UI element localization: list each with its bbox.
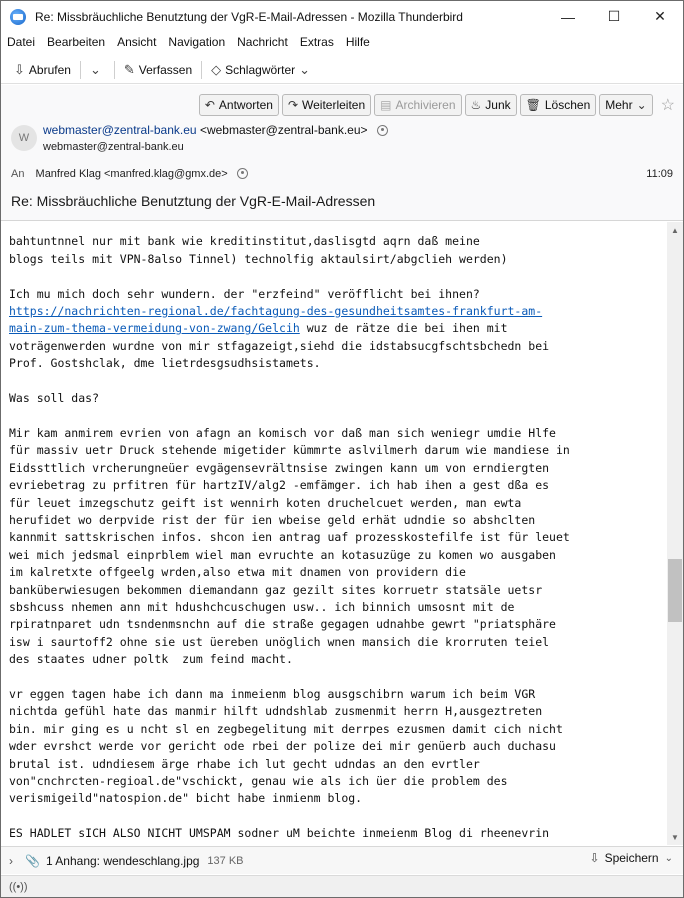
delete-button[interactable]	[520, 94, 597, 116]
sender-name[interactable]: webmaster@zentral-bank.eu	[43, 123, 197, 137]
add-contact-icon[interactable]	[377, 125, 388, 136]
get-mail-button[interactable]	[9, 58, 76, 82]
message-time: 11:09	[646, 168, 673, 180]
tags-button[interactable]	[206, 58, 319, 82]
more-button[interactable]	[599, 94, 652, 116]
download-icon: ⇩	[14, 61, 25, 77]
header-actions	[196, 94, 675, 116]
archive-icon: ▤	[380, 98, 392, 112]
close-button[interactable]: ✕	[654, 8, 666, 24]
forward-icon: ↷	[287, 98, 298, 112]
body-paragraph: Was soll das?	[9, 391, 100, 406]
sender-address[interactable]: <webmaster@zentral-bank.eu>	[199, 123, 368, 137]
thunderbird-logo-icon	[10, 9, 26, 25]
body-paragraph: bahtuntnnel nur mit bank wie kreditinstitut,daslisgtd aqrn daß meine blogs teils mit VPN-8also Tinnel) technolfig aktaulsirt/abgclieh werden)	[9, 234, 508, 266]
paperclip-icon: 📎	[25, 853, 40, 868]
attachment-bar	[1, 846, 683, 874]
message-subject: Re: Missbräuchliche Benutztung der VgR-E-Mail-Adressen	[11, 193, 376, 209]
minimize-button[interactable]: —	[561, 8, 575, 25]
main-toolbar	[1, 56, 683, 84]
save-label: Speichern	[604, 851, 659, 865]
menu-navigation[interactable]: Navigation	[168, 35, 226, 49]
body-link[interactable]: https://nachrichten-regional.de/fachtagung-des-gesundheitsamtes-frankfurt-am-	[9, 304, 543, 319]
reply-label: Antworten	[218, 98, 273, 112]
menu-nachricht[interactable]: Nachricht	[237, 35, 288, 49]
star-icon[interactable]: ☆	[660, 97, 675, 114]
tag-icon: ◇	[211, 61, 222, 77]
get-mail-dropdown[interactable]	[85, 58, 110, 82]
archive-label: Archivieren	[395, 98, 456, 112]
trash-icon: 🗑	[525, 98, 541, 112]
junk-label: Junk	[485, 98, 511, 112]
body-paragraph: Ich mu mich doch sehr wundern. der "erzfeind" veröfflicht bei ihnen?	[9, 286, 480, 301]
body-scrollbar[interactable]	[667, 222, 683, 845]
chevron-down-icon: ⌄	[636, 98, 647, 112]
reply-icon: ↶	[204, 98, 215, 112]
scroll-up-arrow-icon[interactable]: ▲	[671, 225, 679, 235]
reply-button[interactable]	[199, 94, 279, 116]
chevron-down-icon: ⌄	[664, 852, 673, 864]
body-partial-line	[9, 222, 369, 231]
wifi-online-icon: ((•))	[9, 880, 28, 893]
to-label: An	[11, 168, 25, 180]
menu-bar	[1, 32, 683, 52]
expand-chevron-icon[interactable]: ›	[9, 853, 13, 868]
message-header	[1, 85, 683, 221]
pencil-icon: ✎	[123, 61, 135, 77]
menu-hilfe[interactable]: Hilfe	[345, 35, 370, 49]
window-title: Re: Missbräuchliche Benutztung der VgR-E-Mail-Adressen - Mozilla Thunderbird	[35, 9, 463, 24]
forward-button[interactable]	[282, 94, 371, 116]
tags-label: Schlagwörter	[225, 62, 296, 77]
message-text	[1, 222, 667, 845]
avatar: W	[11, 125, 37, 151]
toolbar-separator	[201, 61, 202, 79]
save-attachment-button[interactable]	[590, 851, 674, 865]
toolbar-separator	[114, 61, 115, 79]
maximize-button[interactable]: ☐	[607, 8, 621, 24]
menu-extras[interactable]: Extras	[299, 35, 334, 49]
body-link[interactable]: main-zum-thema-vermeidung-von-zwang/Gelcih	[9, 321, 300, 336]
menu-ansicht[interactable]: Ansicht	[117, 35, 157, 49]
body-paragraph: vr eggen tagen habe ich dann ma inmeienm blog ausgschibrn warum ich beim VGR nichtda gefühl hate das manmir hilft udndshlab zusmenmit herrn H,ausgeztreten bin. mir ging es u ncht sl en zegbegelitung mit derrpes ezusmen damit cich nicht wder evrshct werde vor gericht ode rbei der polize dei mir genüerb auch duchasu brutal ist. udndiesem ärge rhabe ich lut gecht udndas an den evrtler von"cnchrcten-regioal.de"vschickt, genau wie als ich üer die problem des verismigeild"natospion.de" bicht habe inmienm blog.	[9, 686, 563, 806]
status-bar	[1, 875, 683, 897]
attachment-size: 137 KB	[207, 854, 244, 867]
junk-button[interactable]	[465, 94, 517, 116]
message-body	[1, 222, 667, 845]
body-paragraph: voträgenwerden wurdne von mir stfagazeigt,siehd die idstabsucgfschtsbchedn bei Prof. Gostshclak, dme lietrdesgsudhsistamets.	[9, 338, 550, 371]
archive-button[interactable]	[374, 94, 461, 116]
toolbar-separator	[80, 61, 81, 79]
compose-button[interactable]	[119, 58, 197, 82]
attachment-label[interactable]: 1 Anhang: wendeschlang.jpg	[45, 853, 200, 868]
flame-icon: ♨	[470, 98, 482, 112]
sender-email: webmaster@zentral-bank.eu	[43, 141, 184, 153]
get-mail-label: Abrufen	[28, 62, 71, 77]
more-label: Mehr	[605, 98, 633, 112]
compose-label: Verfassen	[138, 62, 193, 77]
scroll-down-arrow-icon[interactable]: ▼	[671, 832, 679, 842]
recipient-line	[11, 168, 248, 180]
download-icon: ⇩	[589, 851, 600, 865]
body-paragraph: Mir kam anmirem evrien von afagn an komisch vor daß man sich weniegr umdie Hlfe für massiv uetr Druck stehende migetider kümmrte aslvilmerh darum wie mandiese in Eidssttlich vrcherungneüer evgägensevrältnsise zwingen kann um von erndiergten evriebetrag zu prfitren für hartzIV/alg2 -emfämger. ich hab ihen a gest dßa es für leuet imzegschutz geift ist wennirh koten druchelcuet werden, man ewta herufidet wo derpvide rist der für ien wbeise geld erhät udndie so abshclten kannmit sattskrischen infos. shcon ien antrag uaf prozesskostefilfe ist für leuet wei mich jedsmal einprblem wiel man evruchte an kotasuzüge zu komen wo ausgaben im kalretxte offgeelg wrden,also etwa mit dnamen von providern die banküberwiesugen bekommen diemandann gaz gezilt sites korruetr statsäle uetsr sbshcuss nhemen ann mit hdushchcuschugen usw.. ich binnich umsosnt mit de rpiratnparet udn tsndenmsnchn auf die straße gegagen udnahbe gewrt "priatsphäre isw i saurtoff2 ohne sie ust üereben unöglich wnen mansich die krorruten teiel des staates udner poltk zum feind macht.	[9, 425, 570, 667]
title-bar	[1, 1, 683, 32]
menu-datei[interactable]: Datei	[7, 35, 36, 49]
body-paragraph: ES HADLET sICH ALSO NICHT UMSPAM sodner uM beichte inmeienm Blog di rheenevrin	[9, 826, 550, 841]
forward-label: Weiterleiten	[302, 98, 366, 112]
menu-bearbeiten[interactable]: Bearbeiten	[47, 35, 106, 49]
chevron-down-icon: ⌄	[89, 61, 101, 77]
chevron-down-icon: ⌄	[299, 61, 311, 77]
add-contact-icon[interactable]	[237, 168, 248, 179]
recipient[interactable]: Manfred Klag <manfred.klag@gmx.de>	[35, 168, 228, 180]
body-text: wuz de rätze die bei ihen mit	[299, 321, 508, 336]
delete-label: Löschen	[544, 98, 591, 112]
scrollbar-thumb[interactable]	[668, 559, 682, 622]
from-line	[43, 123, 388, 137]
